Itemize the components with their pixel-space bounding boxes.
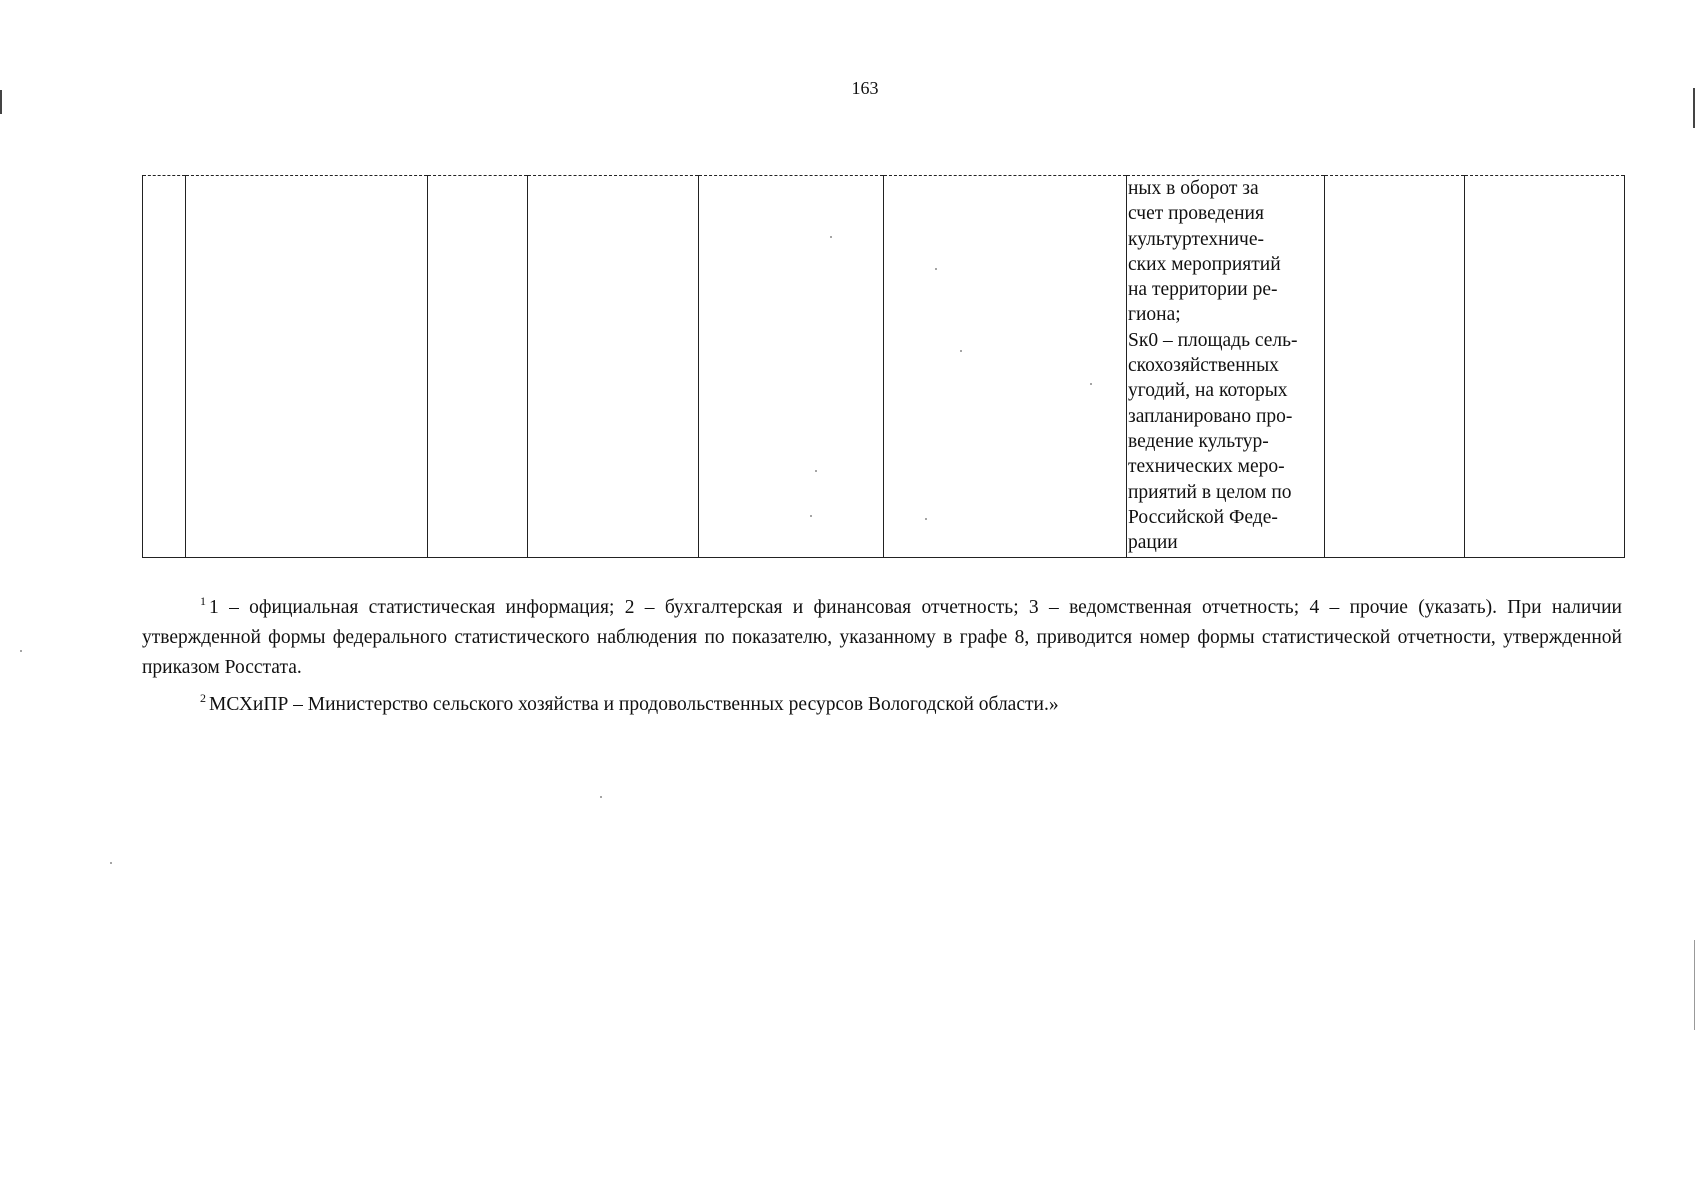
- footnote-1: [142, 586, 1622, 683]
- scan-speck: [960, 350, 962, 352]
- footnote-2-text: МСХиПР – Министерство сельского хозяйства и продовольственных ресурсов Вологодской области.»: [209, 694, 1059, 715]
- table-cell-col-2: [186, 176, 428, 558]
- scan-speck: [20, 650, 22, 652]
- indicator-table: [142, 175, 1625, 558]
- scan-edge-mark-left: [0, 90, 2, 114]
- table-cell-col-7: ных в оборот за счет проведения культуртехниче- ских мероприятий на территории ре- гиона; Sк0 – площадь сель- скохозяйственных угодий, на которых запланировано про- ведение культур- технических меро- приятий в целом по Российской Феде- рации: [1127, 176, 1325, 558]
- table-cell-col-4: [528, 176, 699, 558]
- scan-speck: [810, 515, 812, 517]
- scan-edge-mark-right-lower: [1694, 940, 1695, 1030]
- footnote-2-marker: 2: [200, 691, 206, 705]
- footnote-1-text: 1 – официальная статистическая информация; 2 – бухгалтерская и финансовая отчетность; 3 – ведомственная отчетность; 4 – прочие (указать). При наличии утвержденной формы федерального статистического наблюдения по показателю, указанному в графе 8, приводится номер формы статистической отчетности, утвержденной приказом Росстата.: [142, 597, 1622, 678]
- table-cell-col-5: [699, 176, 884, 558]
- scan-speck: [600, 796, 602, 798]
- scan-speck: [830, 236, 832, 238]
- table-cell-col-9: [1465, 176, 1625, 558]
- scan-speck: [110, 862, 112, 864]
- footnote-2: [142, 683, 1622, 720]
- scan-speck: [925, 518, 927, 520]
- table-cell-col-1: [143, 176, 186, 558]
- table-row: [143, 176, 1625, 558]
- table-cell-col-8: [1325, 176, 1465, 558]
- footnotes: [142, 586, 1622, 720]
- scan-speck: [1090, 383, 1092, 385]
- scan-speck: [815, 470, 817, 472]
- table-cell-col-3: [428, 176, 528, 558]
- scan-speck: [935, 268, 937, 270]
- table-cell-col-6: [884, 176, 1127, 558]
- footnote-1-marker: 1: [200, 594, 206, 608]
- page-number: 163: [851, 78, 879, 98]
- scan-edge-mark-right: [1693, 88, 1695, 128]
